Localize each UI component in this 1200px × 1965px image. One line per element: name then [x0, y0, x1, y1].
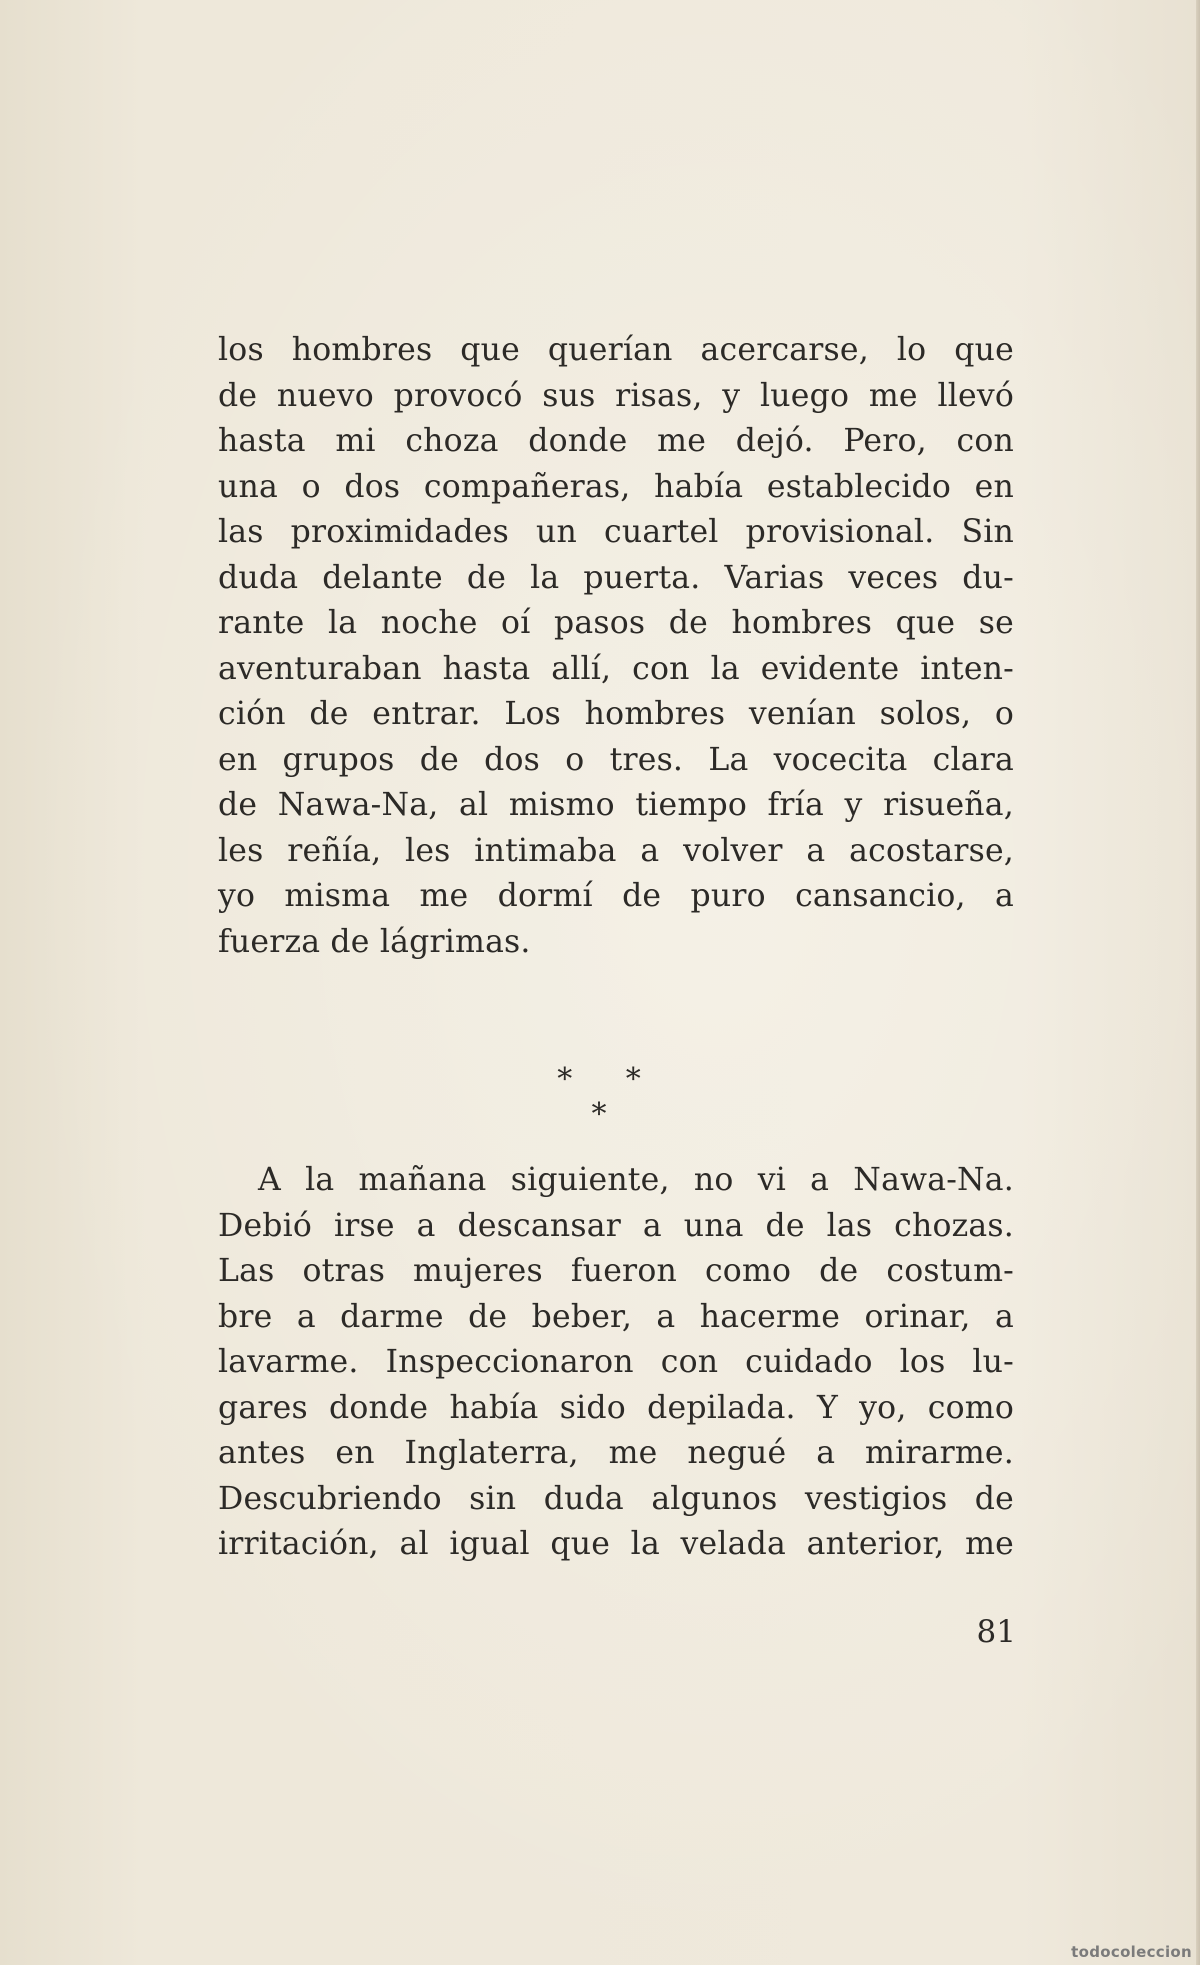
paragraph-2 [218, 1158, 1014, 1568]
watermark: todocoleccion [1071, 1943, 1192, 1961]
text-line: Debió irse a descansar a una de las chozas. [218, 1207, 1014, 1244]
text-line: rante la noche oí pasos de hombres que se [218, 605, 1014, 641]
text-line: duda delante de la puerta. Varias veces du- [218, 559, 1014, 596]
text-line: hasta mi choza donde me dejó. Pero, con [218, 423, 1014, 459]
page-edge-shadow [1196, 0, 1200, 1965]
text-line: fuerza de lágrimas. [218, 923, 531, 960]
text-line: antes en Inglaterra, me negué a mirarme. [218, 1435, 1014, 1471]
text-line: una o dos compañeras, había establecido en [218, 468, 1014, 505]
section-separator: * * * [557, 1062, 663, 1132]
text-line: en grupos de dos o tres. La vocecita clara [218, 741, 1014, 778]
text-line: de Nawa-Na, al mismo tiempo fría y risueña, [218, 787, 1014, 823]
text-line: ción de entrar. Los hombres venían solos, o [218, 696, 1014, 732]
text-line: yo misma me dormí de puro cansancio, a [218, 878, 1014, 914]
text-line: las proximidades un cuartel provisional. Sin [218, 514, 1014, 550]
text-line: les reñía, les intimaba a volver a acostarse, [218, 832, 1014, 869]
text-line: gares donde había sido depilada. Y yo, como [218, 1389, 1014, 1426]
text-line: lavarme. Inspeccionaron con cuidado los lu- [218, 1344, 1014, 1380]
text-line: de nuevo provocó sus risas, y luego me llevó [218, 377, 1014, 414]
text-line: irritación, al igual que la velada anterior, me [218, 1526, 1014, 1562]
text-line: Descubriendo sin duda algunos vestigios de [218, 1480, 1014, 1517]
text-line: bre a darme de beber, a hacerme orinar, a [218, 1298, 1014, 1335]
text-line: los hombres que querían acercarse, lo que [218, 332, 1014, 368]
text-line: aventuraban hasta allí, con la evidente inten- [218, 650, 1014, 687]
text-line: Las otras mujeres fueron como de costum- [218, 1253, 1014, 1289]
text-line: A la mañana siguiente, no vi a Nawa-Na. [258, 1162, 1014, 1198]
paragraph-1 [218, 328, 1014, 965]
page-number: 81 [976, 1614, 1016, 1650]
